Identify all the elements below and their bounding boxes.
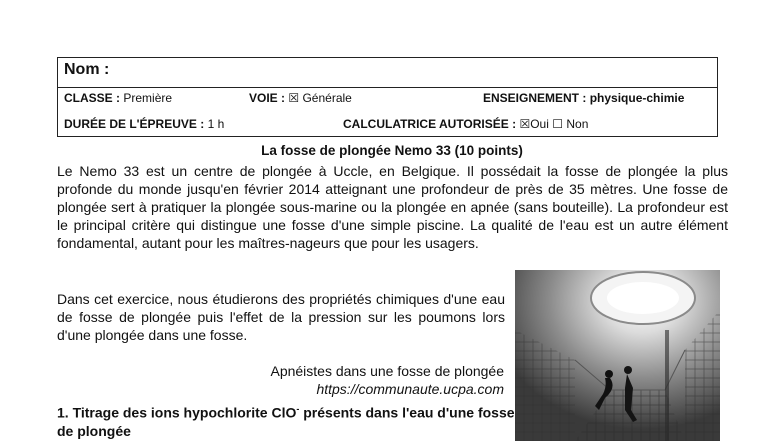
exam-header-box: [57, 57, 718, 137]
classe-label: CLASSE :: [64, 91, 121, 105]
question-1-heading: [57, 400, 517, 440]
name-row: [58, 58, 717, 88]
question-1-prefix: 1. Titrage des ions hypochlorite ClO: [57, 404, 297, 421]
voie-checkbox[interactable]: ☒: [288, 91, 300, 105]
classe-value: Première: [123, 91, 173, 105]
non-checkbox[interactable]: ☐: [552, 117, 564, 131]
diving-pit-photo-svg: [515, 270, 720, 441]
voie-value: Générale: [302, 91, 352, 105]
enseignement-field: [483, 91, 684, 105]
photo-caption: Apnéistes dans une fosse de plongée: [270, 363, 504, 379]
enseignement-label: ENSEIGNEMENT :: [483, 91, 587, 105]
classe-field: [64, 91, 172, 105]
voie-field: [249, 91, 352, 105]
enseignement-value: physique-chimie: [589, 91, 685, 105]
oui-checkbox[interactable]: ☒: [519, 117, 531, 131]
oui-label: Oui: [530, 117, 549, 131]
exercise-title: La fosse de plongée Nemo 33 (10 points): [261, 143, 523, 158]
duree-label: DURÉE DE L'ÉPREUVE :: [64, 117, 205, 131]
name-label: Nom :: [64, 61, 110, 78]
calculatrice-field: [343, 117, 588, 131]
intro-paragraph: Le Nemo 33 est un centre de plongée à Uccle, en Belgique. Il possédait la fosse de plongée la plus profonde du monde jusqu'en février 2014 atteignant une profondeur de près de 35 mètres. Une fosse de plongée sert à pratiquer la plongée sous-marine ou la plongée en apnée (sans bouteille). La profondeur est le principal critère qui distingue une fosse d'une simple piscine. La qualité de l'eau est un autre élément fondamental, autant pour les maîtres-nageurs que pour les usagers.: [57, 163, 728, 251]
question-1-superscript: -: [296, 404, 300, 414]
question-1-suffix: présents dans l'eau d'une fosse de plongée: [57, 404, 515, 439]
diving-pit-photo: [515, 270, 720, 441]
calculatrice-label: CALCULATRICE AUTORISÉE :: [343, 117, 517, 131]
duree-value: 1 h: [207, 117, 225, 131]
exercise-paragraph: Dans cet exercice, nous étudierons des propriétés chimiques d'une eau de fosse de plongée puis l'effet de la pression sur les poumons lors d'une plongée dans une fosse.: [57, 291, 505, 343]
non-label: Non: [566, 117, 589, 131]
voie-label: VOIE :: [249, 91, 286, 105]
photo-source: https://communaute.ucpa.com: [316, 381, 504, 397]
duree-field: [64, 117, 224, 131]
